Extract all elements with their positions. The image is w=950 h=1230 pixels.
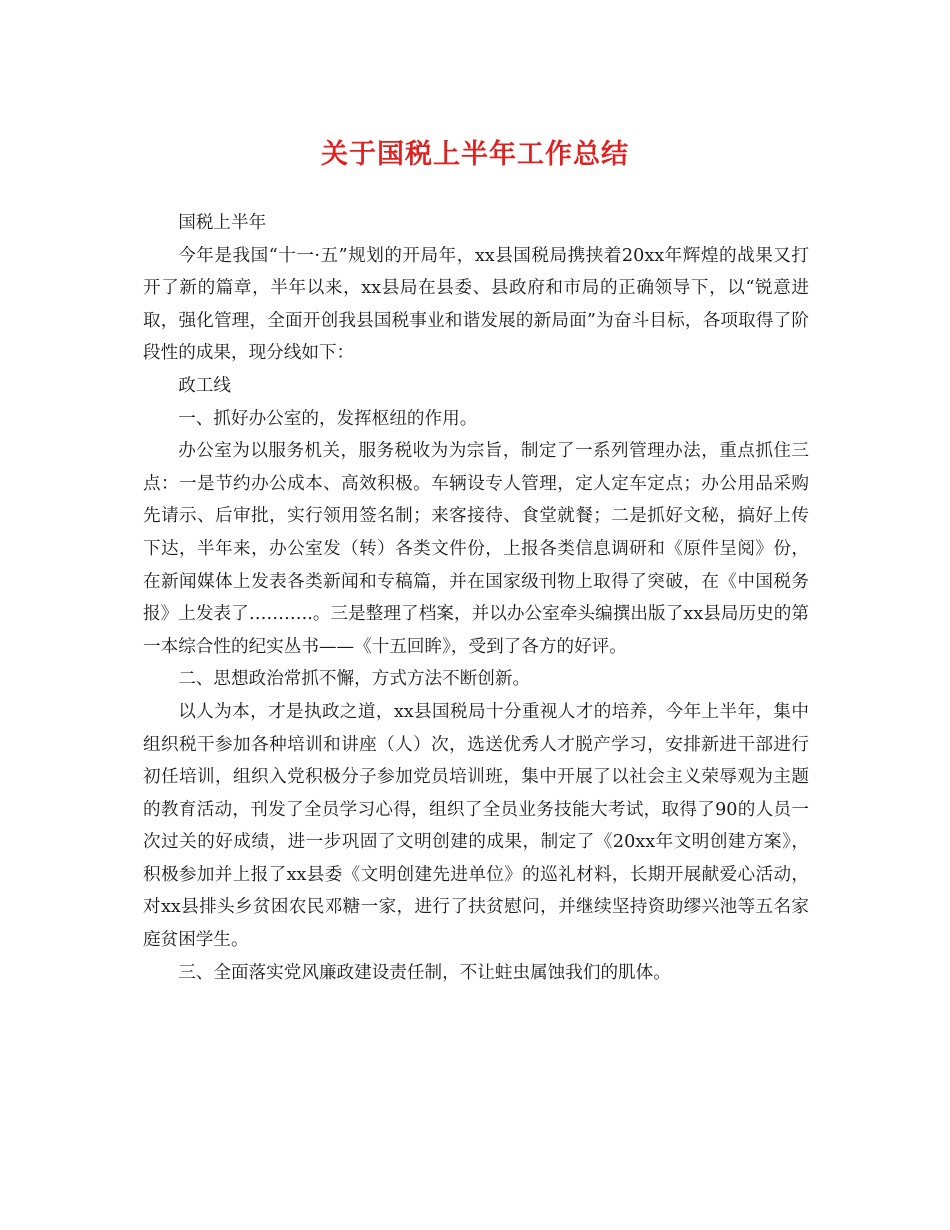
section-heading-zhenggong: 政工线 bbox=[178, 375, 231, 396]
document-title: 关于国税上半年工作总结 bbox=[321, 139, 629, 170]
paragraph-intro: 今年是我国“十一·五”规划的开局年，xx县国税局携挟着20xx年辉煌的战果又打开了新的篇章，半年以来，xx县局在县委、县政府和市局的正确领导下，以“锐意进取，强化管理，全面开创我县国税事业和谐发展的新局面”为奋斗目标，各项取得了阶段性的成果，现分线如下： bbox=[143, 245, 809, 364]
document-body bbox=[143, 207, 809, 989]
item-heading-3: 三、全面落实党风廉政建设责任制，不让蛀虫属蚀我们的肌体。 bbox=[178, 962, 671, 983]
paragraph-talent: 以人为本，才是执政之道，xx县国税局十分重视人才的培养，今年上半年，集中组织税干参加各种培训和讲座（人）次，选送优秀人才脱产学习，安排新进干部进行初任培训，组织入党积极分子参加党员培训班，集中开展了以社会主义荣辱观为主题的教育活动，刊发了全员学习心得，组织了全员业务技能大考试，取得了90的人员一次过关的好成绩，进一步巩固了文明创建的成果，制定了《20xx年文明创建方案》，积极参加并上报了xx县委《文明创建先进单位》的巡礼材料，长期开展献爱心活动，对xx县排头乡贫困农民邓糖一家，进行了扶贫慰问，并继续坚持资助缪兴池等五名家庭贫困学生。 bbox=[143, 701, 809, 951]
paragraph-office: 办公室为以服务机关，服务税收为为宗旨，制定了一系列管理办法，重点抓住三点：一是节约办公成本、高效积极。车辆设专人管理，定人定车定点；办公用品采购先请示、后审批，实行领用签名制；来客接待、食堂就餐；二是抓好文秘，搞好上传下达，半年来，办公室发（转）各类文件份，上报各类信息调研和《原件呈阅》份，在新闻媒体上发表各类新闻和专稿篇，并在国家级刊物上取得了突破，在《中国税务报》上发表了………..。三是整理了档案，并以办公室牵头编撰出版了xx县局历史的第一本综合性的纪实丛书——《十五回眸》，受到了各方的好评。 bbox=[143, 441, 809, 657]
paragraph-subtitle: 国税上半年 bbox=[178, 213, 267, 233]
item-heading-2: 二、思想政治常抓不懈，方式方法不断创新。 bbox=[178, 669, 531, 690]
item-heading-1: 一、抓好办公室的，发挥枢纽的作用。 bbox=[178, 408, 478, 429]
